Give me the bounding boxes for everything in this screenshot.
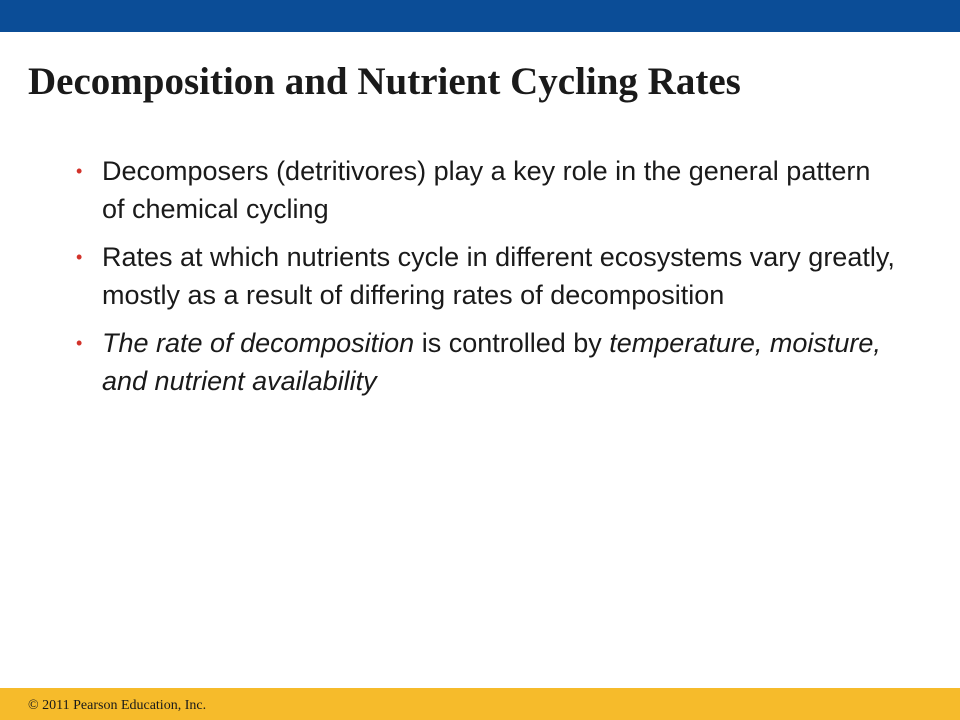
bullet-marker: • bbox=[76, 247, 83, 267]
bullet-emphasis-text: temperature, moisture, and nutrient availability bbox=[102, 328, 881, 396]
bullet-item bbox=[76, 324, 896, 400]
bullet-list bbox=[76, 152, 896, 410]
bullet-item bbox=[76, 152, 896, 228]
bullet-item bbox=[76, 238, 896, 314]
bullet-marker: • bbox=[76, 161, 83, 181]
bullet-text: Rates at which nutrients cycle in different ecosystems vary greatly, mostly as a result of differing rates of decomposition bbox=[102, 242, 895, 310]
bullet-text: is controlled by bbox=[414, 328, 610, 358]
bullet-marker: • bbox=[76, 333, 83, 353]
bullet-emphasis-text: The rate of decomposition bbox=[102, 328, 415, 358]
slide-title: Decomposition and Nutrient Cycling Rates bbox=[28, 60, 741, 103]
bullet-text: Decomposers (detritivores) play a key role in the general pattern of chemical cycling bbox=[102, 156, 871, 224]
copyright-notice: © 2011 Pearson Education, Inc. bbox=[28, 698, 207, 713]
top-banner bbox=[0, 0, 960, 32]
